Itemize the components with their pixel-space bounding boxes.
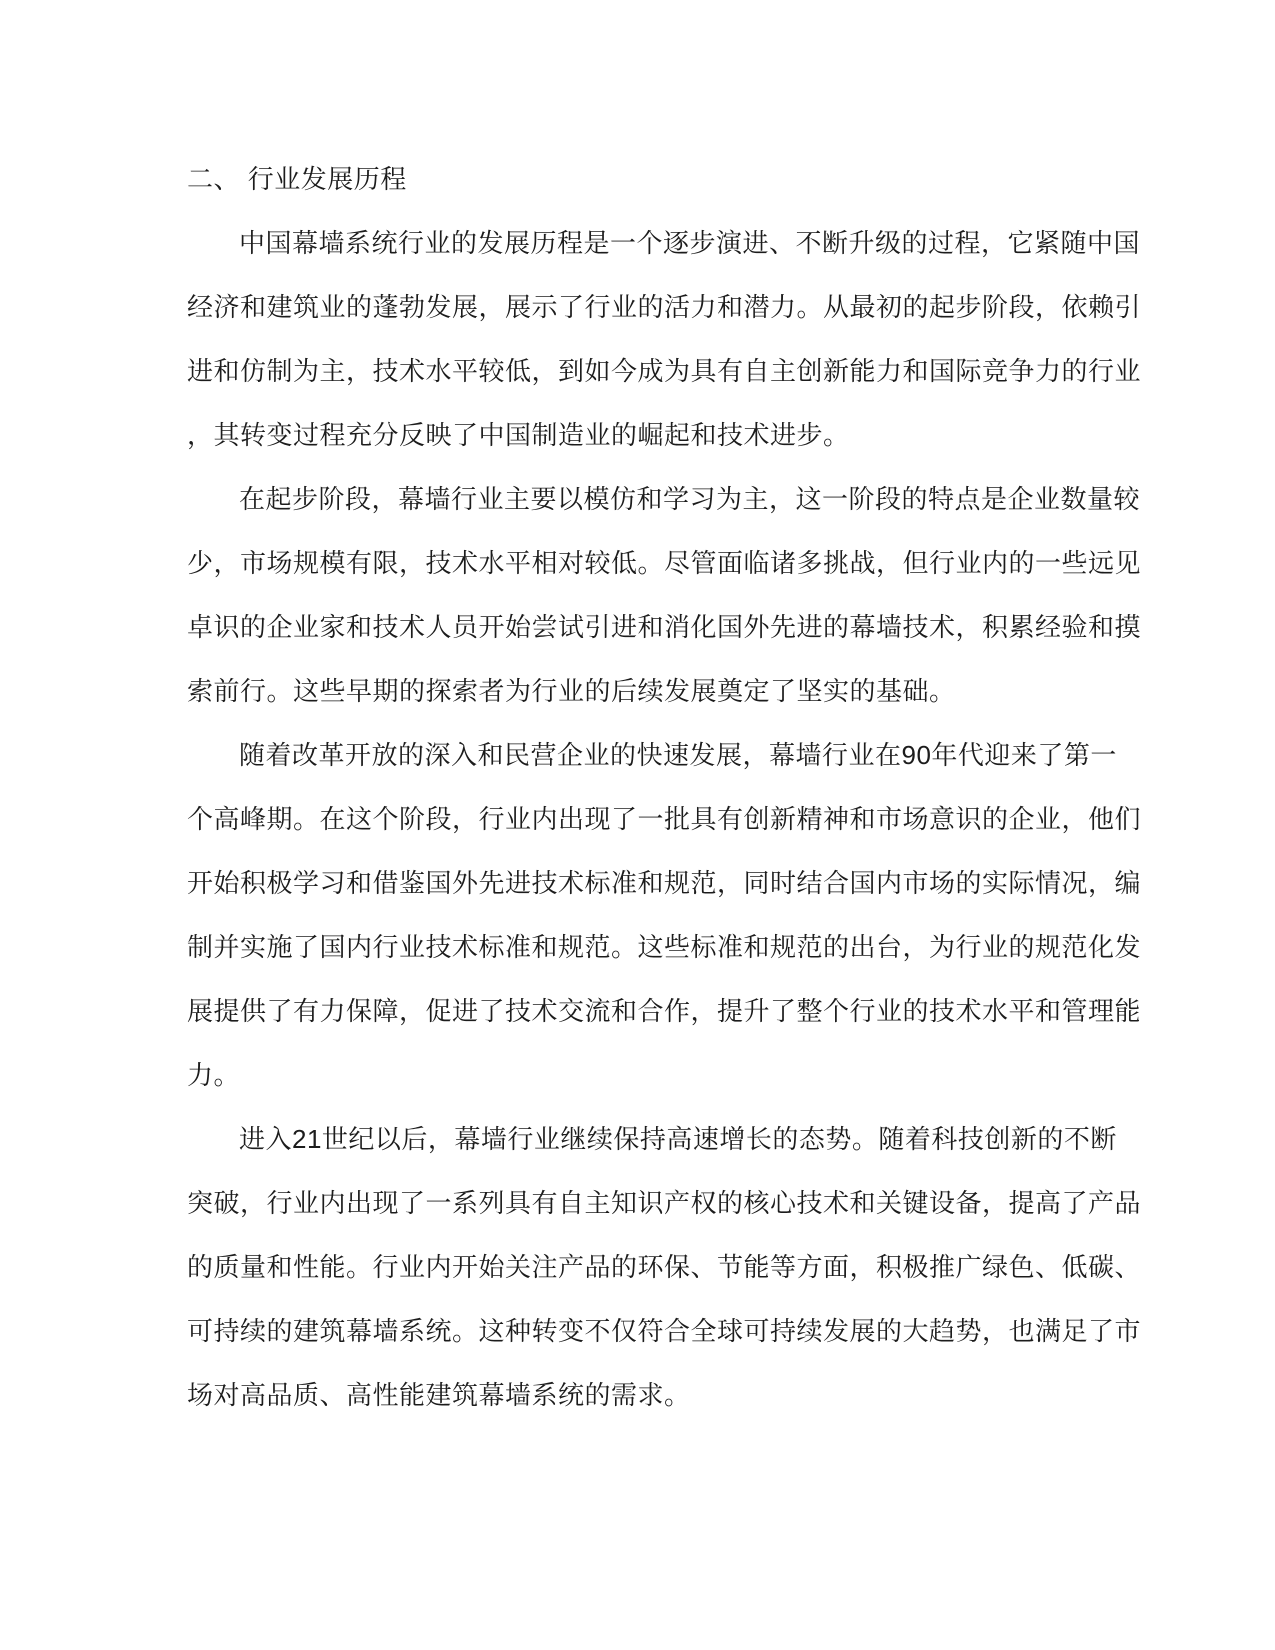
paragraph xyxy=(187,211,1142,467)
text-line: 个高峰期。在这个阶段，行业内出现了一批具有创新精神和市场意识的企业，他们 xyxy=(187,804,1142,834)
text-line: 少，市场规模有限，技术水平相对较低。尽管面临诸多挑战，但行业内的一些远见 xyxy=(187,548,1142,578)
body-text xyxy=(187,211,1142,1427)
text-line: ，其转变过程充分反映了中国制造业的崛起和技术进步。 xyxy=(187,420,850,450)
text-line: 进入21世纪以后，幕墙行业继续保持高速增长的态势。随着科技创新的不断 xyxy=(239,1124,1117,1154)
text-line: 在起步阶段，幕墙行业主要以模仿和学习为主，这一阶段的特点是企业数量较 xyxy=(239,484,1141,514)
text-line: 经济和建筑业的蓬勃发展，展示了行业的活力和潜力。从最初的起步阶段，依赖引 xyxy=(187,292,1142,322)
text-line: 展提供了有力保障，促进了技术交流和合作，提升了整个行业的技术水平和管理能 xyxy=(187,996,1142,1026)
text-line: 开始积极学习和借鉴国外先进技术标准和规范，同时结合国内市场的实际情况，编 xyxy=(187,868,1142,898)
text-line: 进和仿制为主，技术水平较低，到如今成为具有自主创新能力和国际竞争力的行业 xyxy=(187,356,1142,386)
text-line: 卓识的企业家和技术人员开始尝试引进和消化国外先进的幕墙技术，积累经验和摸 xyxy=(187,612,1142,642)
text-line: 制并实施了国内行业技术标准和规范。这些标准和规范的出台，为行业的规范化发 xyxy=(187,932,1142,962)
text-line: 场对高品质、高性能建筑幕墙系统的需求。 xyxy=(187,1380,691,1410)
paragraph xyxy=(187,467,1142,723)
document-page xyxy=(187,147,1142,1427)
section-heading: 二、 行业发展历程 xyxy=(187,164,407,194)
text-line: 突破，行业内出现了一系列具有自主知识产权的核心技术和关键设备，提高了产品 xyxy=(187,1188,1142,1218)
text-line: 索前行。这些早期的探索者为行业的后续发展奠定了坚实的基础。 xyxy=(187,676,956,706)
paragraph xyxy=(187,1107,1142,1427)
text-line: 可持续的建筑幕墙系统。这种转变不仅符合全球可持续发展的大趋势，也满足了市 xyxy=(187,1316,1142,1346)
text-line: 随着改革开放的深入和民营企业的快速发展，幕墙行业在90年代迎来了第一 xyxy=(239,740,1117,770)
text-line: 中国幕墙系统行业的发展历程是一个逐步演进、不断升级的过程，它紧随中国 xyxy=(239,228,1141,258)
paragraph xyxy=(187,723,1142,1107)
text-line: 力。 xyxy=(187,1060,241,1090)
text-line: 的质量和性能。行业内开始关注产品的环保、节能等方面，积极推广绿色、低碳、 xyxy=(187,1252,1142,1282)
